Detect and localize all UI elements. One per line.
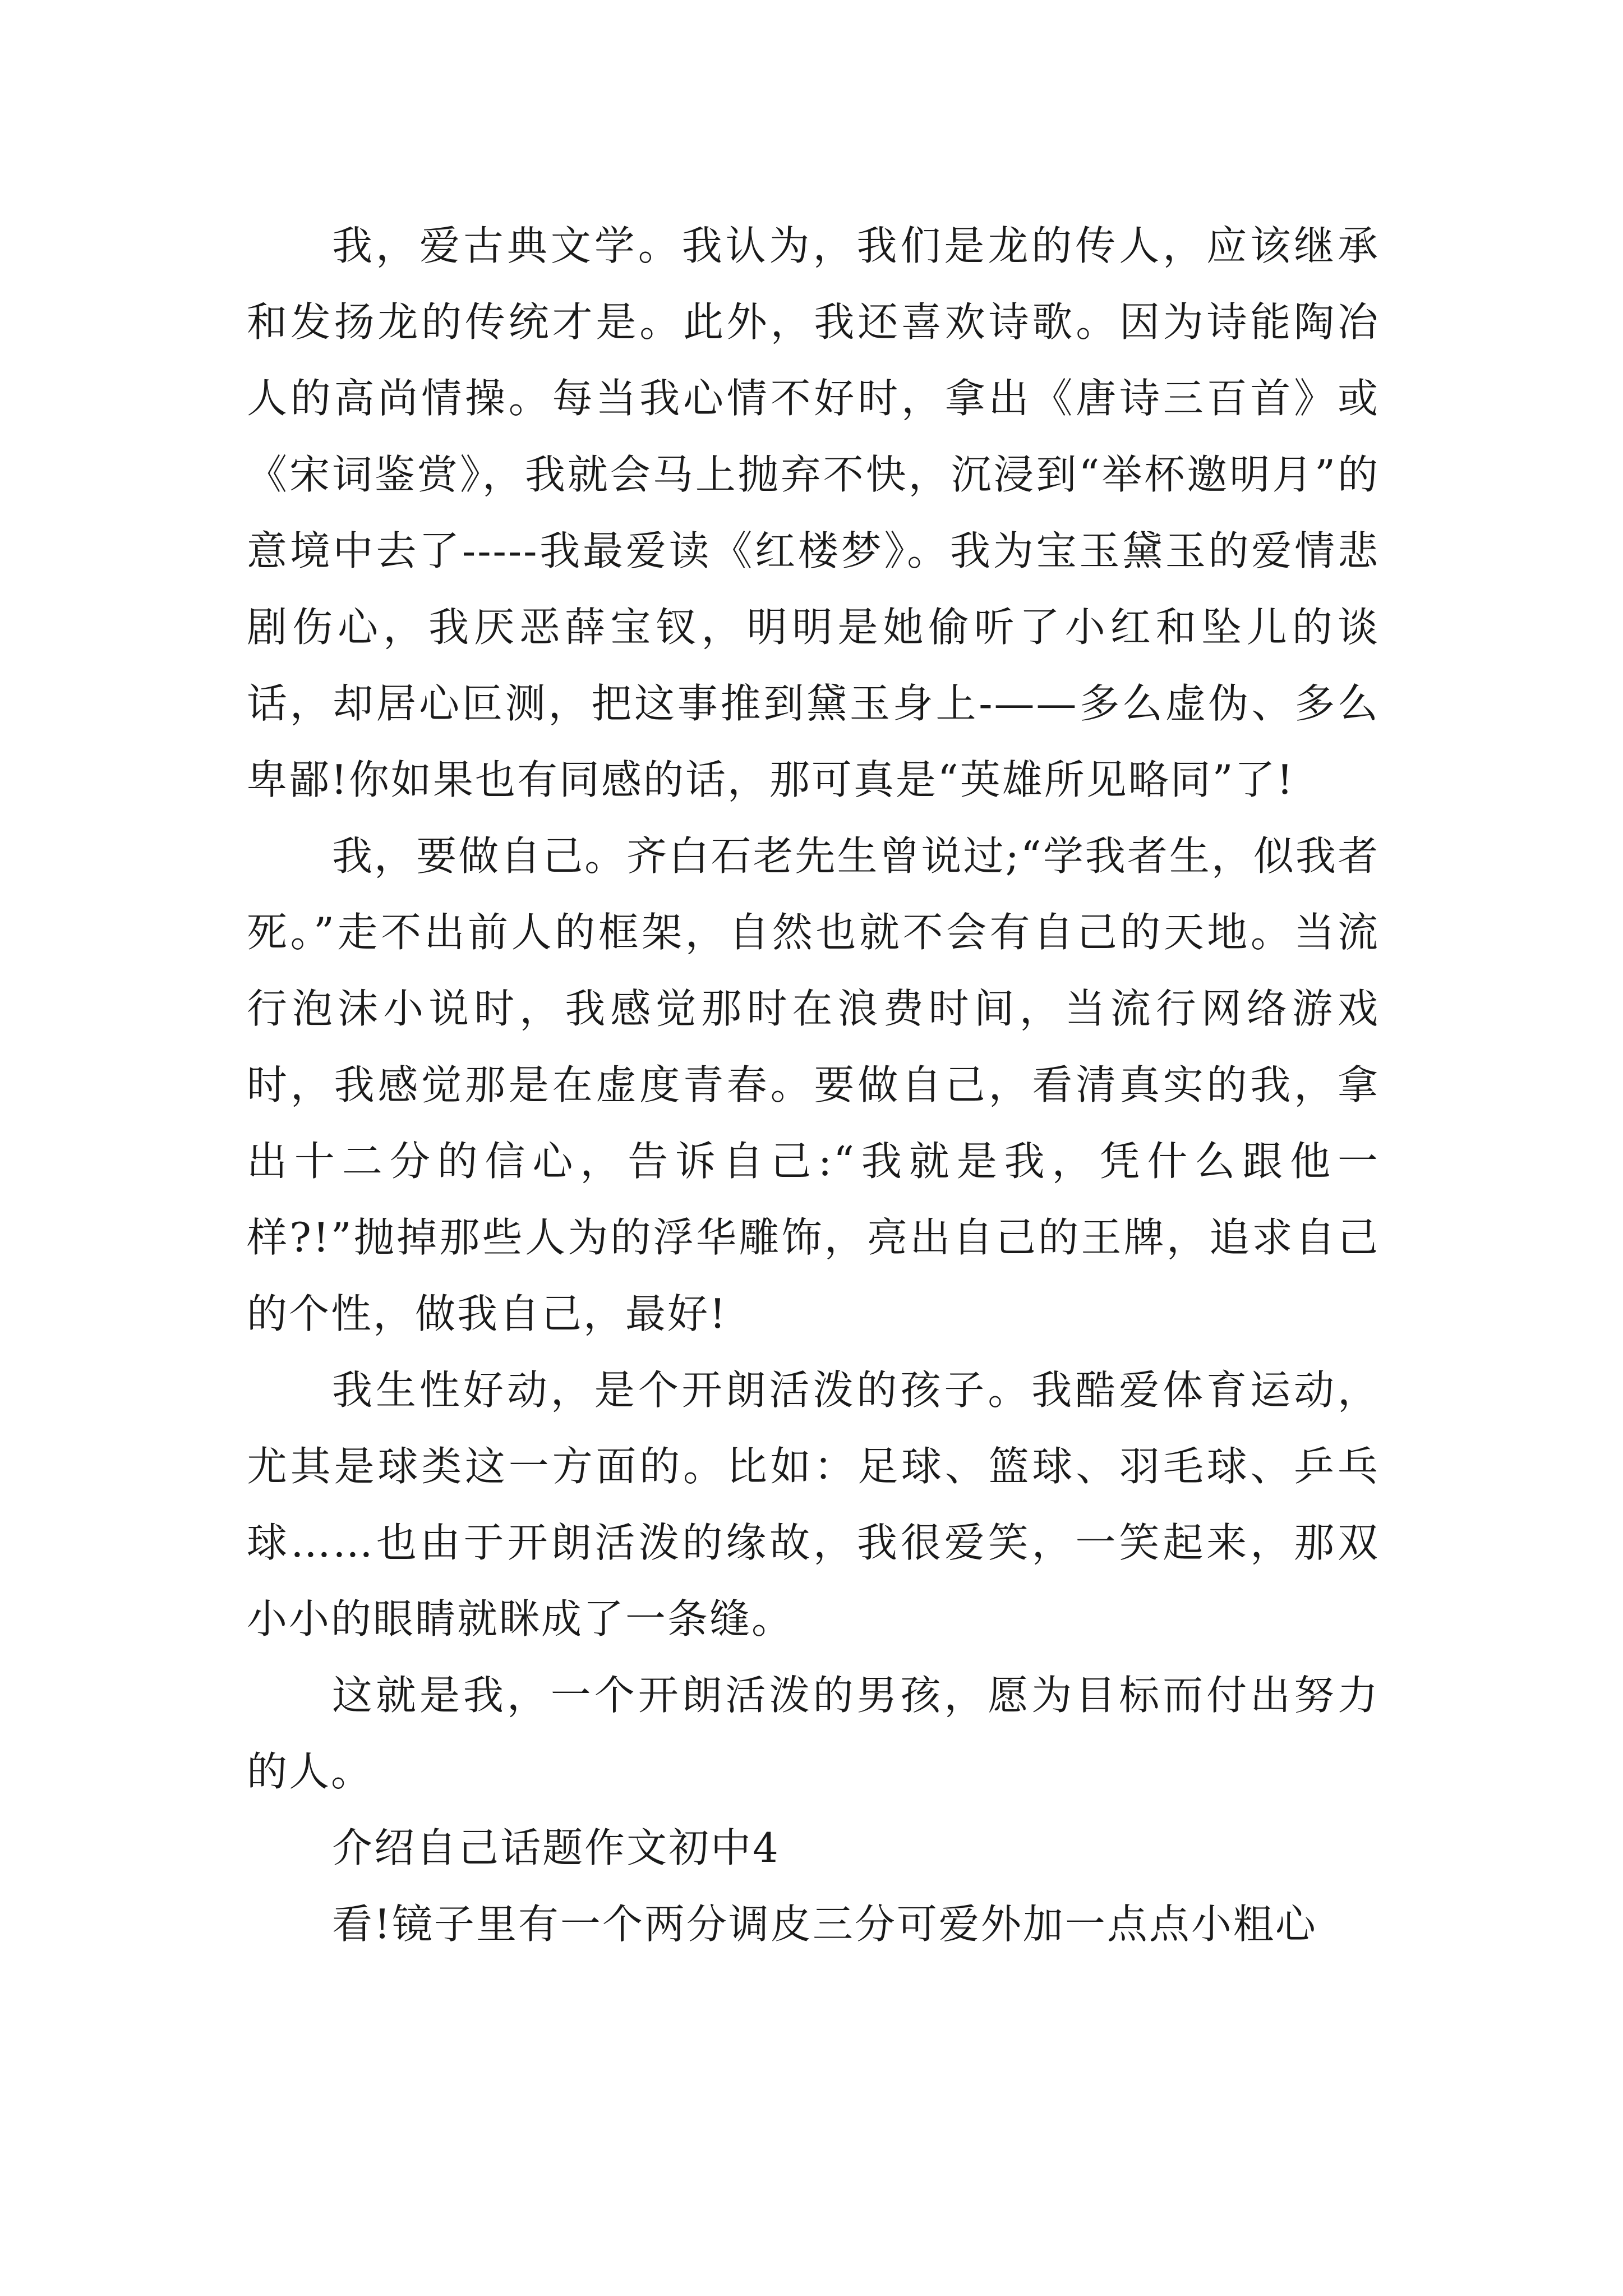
paragraph-sports: 我生性好动，是个开朗活泼的孩子。我酷爱体育运动，尤其是球类这一方面的。比如：足球、篮球、羽毛球、乒乓球……也由于开朗活泼的缘故，我很爱笑，一笑起来，那双小小的眼睛就眯成了一条缝。 bbox=[247, 1366, 1380, 1642]
section-heading: 介绍自己话题作文初中4 bbox=[332, 1824, 780, 1871]
paragraph-classical-literature: 我，爱古典文学。我认为，我们是龙的传人，应该继承和发扬龙的传统才是。此外，我还喜欢诗歌。因为诗能陶冶人的高尚情操。每当我心情不好时，拿出《唐诗三百首》或《宋词鉴赏》，我就会马上抛弃不快，沉浸到“举杯邀明月”的意境中去了-----我最爱读《红楼梦》。我为宝玉黛玉的爱情悲剧伤心，我厌恶薛宝钗，明明是她偷听了小红和坠儿的谈话，却居心叵测，把这事推到黛玉身上-——多么虚伪、多么卑鄙!你如果也有同感的话，那可真是“英雄所见略同”了! bbox=[247, 222, 1380, 803]
paragraph-be-myself: 我，要做自己。齐白石老先生曾说过;“学我者生，似我者死。”走不出前人的框架，自然也就不会有自己的天地。当流行泡沫小说时，我感觉那时在浪费时间，当流行网络游戏时，我感觉那是在虚度青春。要做自己，看清真实的我，拿出十二分的信心，告诉自己:“我就是我，凭什么跟他一样?!”抛掉那些人为的浮华雕饰，亮出自己的王牌，追求自己的个性，做我自己，最好! bbox=[247, 832, 1380, 1337]
document-body bbox=[247, 208, 1380, 1962]
paragraph-summary: 这就是我，一个开朗活泼的男孩，愿为目标而付出努力的人。 bbox=[247, 1672, 1380, 1795]
paragraph-mirror: 看!镜子里有一个两分调皮三分可爱外加一点点小粗心 bbox=[332, 1901, 1317, 1948]
